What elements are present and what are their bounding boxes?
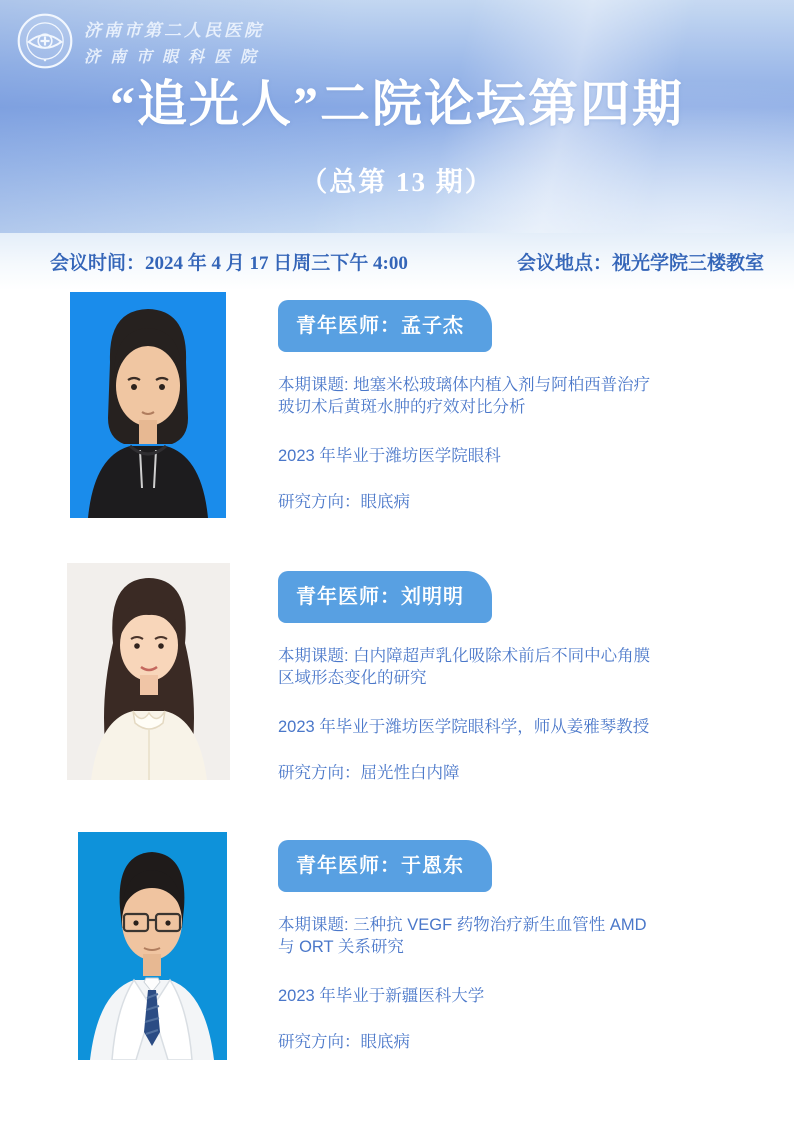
- speaker-education: 2023 年毕业于新疆医科大学: [278, 986, 485, 1005]
- speaker-photo: [70, 292, 226, 518]
- hospital-name-line1: 济南市第二人民医院: [84, 20, 264, 40]
- speaker-info: [278, 563, 658, 784]
- speaker-research: 研究方向：屈光性白内障: [278, 763, 460, 782]
- speaker-topic: 本期课题: 地塞米松玻璃体内植入剂与阿柏西普治疗玻切术后黄斑水肿的疗效对比分析: [278, 376, 651, 417]
- meeting-time: 会议时间：2024 年 4 月 17 日周三下午 4:00: [50, 253, 408, 274]
- speaker-research: 研究方向：眼底病: [278, 1032, 410, 1051]
- speaker-research: 研究方向：眼底病: [278, 492, 410, 511]
- poster-title: “追光人”二院论坛第四期: [110, 76, 684, 132]
- speaker-card-liu-mingming: [0, 563, 794, 780]
- speaker-topic: 本期课题: 三种抗 VEGF 药物治疗新生血管性 AMD 与 ORT 关系研究: [278, 916, 647, 957]
- speaker-topic: 本期课题: 白内障超声乳化吸除术前后不同中心角膜区域形态变化的研究: [278, 647, 651, 688]
- portrait-illustration: [70, 292, 226, 518]
- speaker-info: [278, 292, 658, 513]
- meeting-location: 会议地点：视光学院三楼教室: [516, 253, 764, 274]
- hospital-name-line2: 济南市眼科医院: [84, 48, 267, 66]
- speaker-name-badge: 青年医师：刘明明: [278, 571, 492, 623]
- speaker-photo: [78, 832, 227, 1060]
- speaker-card-yu-endong: [0, 832, 794, 1060]
- speaker-education: 2023 年毕业于潍坊医学院眼科学，师从姜雅琴教授: [278, 717, 650, 736]
- portrait-illustration: [67, 563, 230, 780]
- speaker-card-meng-zijie: [0, 292, 794, 518]
- hospital-brand: [16, 12, 266, 70]
- speaker-photo: [67, 563, 230, 780]
- poster-subtitle: （总第 13 期）: [300, 167, 494, 197]
- speaker-name-badge: 青年医师：孟子杰: [278, 300, 492, 352]
- poster-header: [0, 0, 794, 233]
- hospital-logo-icon: [16, 12, 74, 70]
- portrait-illustration: [78, 832, 227, 1060]
- speaker-name-badge: 青年医师：于恩东: [278, 840, 492, 892]
- speaker-info: [278, 832, 658, 1053]
- meeting-info-row: [0, 233, 794, 290]
- hospital-names: [84, 16, 266, 67]
- speaker-education: 2023 年毕业于潍坊医学院眼科: [278, 446, 501, 465]
